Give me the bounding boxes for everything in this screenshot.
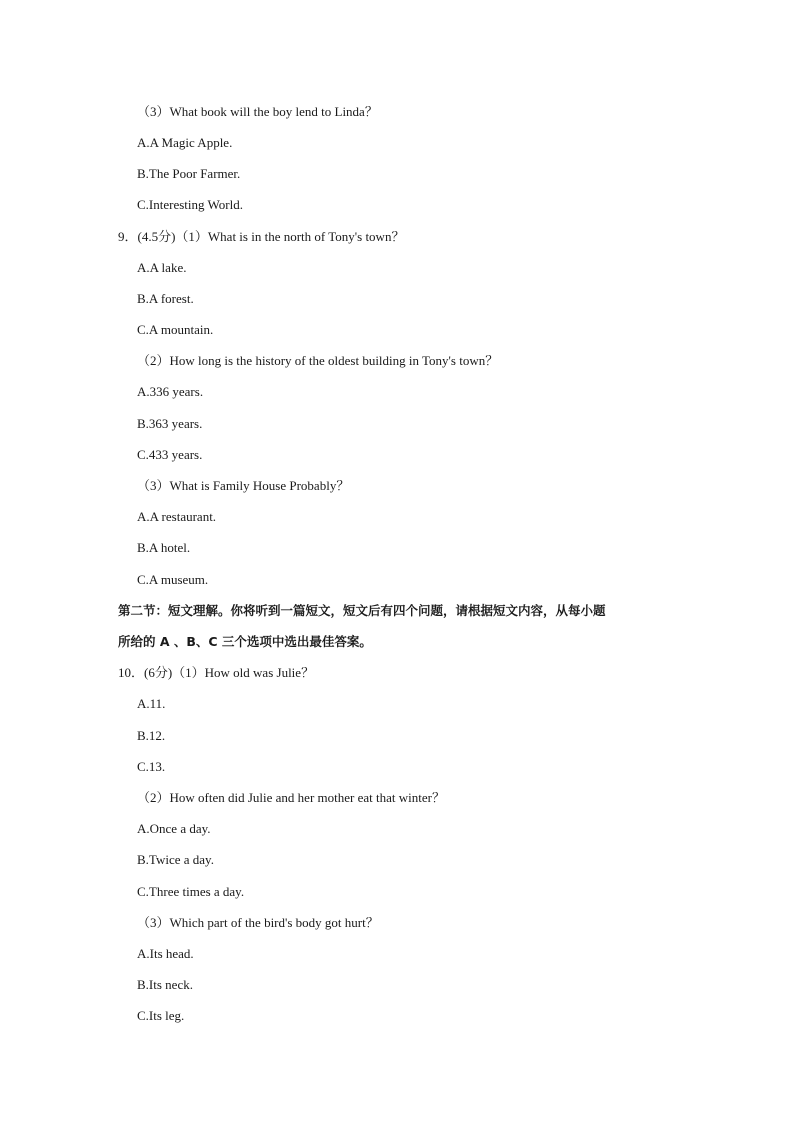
section2-instruction-line2: 所给的 A 、B、C 三个选项中选出最佳答案。: [118, 634, 372, 649]
q8-part3-option-a: A.A Magic Apple.: [137, 135, 233, 150]
q10-part2-option-b: B.Twice a day.: [137, 852, 214, 867]
q9-part2-option-a: A.336 years.: [137, 384, 204, 399]
q10-part1-option-c: C.13.: [137, 759, 166, 774]
q10-part2-option-c: C.Three times a day.: [137, 884, 245, 899]
q9-part1-option-c: C.A mountain.: [137, 322, 214, 337]
q8-part3-option-c: C.Interesting World.: [137, 197, 243, 212]
q10-part1-option-a: A.11.: [137, 696, 166, 711]
q8-part3-question: （3）What book will the boy lend to Linda？: [137, 104, 378, 119]
q10-part2-question: （2）How often did Julie and her mother eat that winter？: [137, 790, 445, 805]
q9-part3-question: （3）What is Family House Probably？: [137, 478, 350, 493]
q10-part1-option-b: B.12.: [137, 728, 166, 743]
q9-part3-option-c: C.A museum.: [137, 572, 209, 587]
q8-part3-option-b: B.The Poor Farmer.: [137, 166, 241, 181]
q10-header: 10．(6分)（1）How old was Julie？: [118, 665, 315, 680]
q9-part1-option-b: B.A forest.: [137, 291, 194, 306]
q9-part3-option-a: A.A restaurant.: [137, 509, 217, 524]
q9-part1-option-a: A.A lake.: [137, 260, 187, 275]
q10-part2-option-a: A.Once a day.: [137, 821, 211, 836]
q9-part2-question: （2）How long is the history of the oldest building in Tony's town？: [137, 353, 499, 368]
q9-part3-option-b: B.A hotel.: [137, 540, 191, 555]
q9-part2-option-c: C.433 years.: [137, 447, 203, 462]
q10-part3-option-a: A.Its head.: [137, 946, 194, 961]
q10-part3-option-c: C.Its leg.: [137, 1008, 185, 1023]
section2-instruction-line1: 第二节：短文理解。你将听到一篇短文，短文后有四个问题，请根据短文内容，从每小题: [118, 603, 606, 618]
q10-part3-question: （3）Which part of the bird's body got hurt？: [137, 915, 379, 930]
q9-header: 9．(4.5分)（1）What is in the north of Tony's town？: [118, 229, 405, 244]
q9-part2-option-b: B.363 years.: [137, 416, 203, 431]
q10-part3-option-b: B.Its neck.: [137, 977, 193, 992]
